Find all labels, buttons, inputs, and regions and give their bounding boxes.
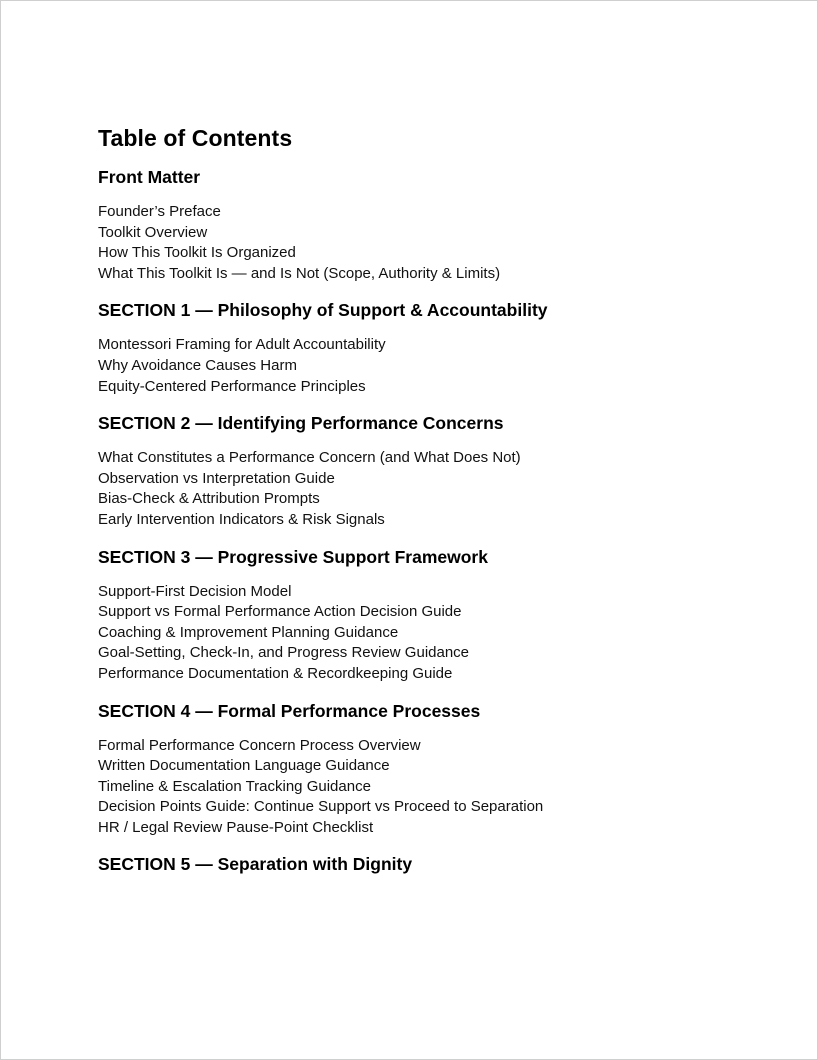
toc-entry[interactable]: Support vs Formal Performance Action Decision Guide xyxy=(98,603,462,621)
toc-entry[interactable]: What Constitutes a Performance Concern (and What Does Not) xyxy=(98,449,521,467)
toc-entry[interactable]: Bias-Check & Attribution Prompts xyxy=(98,490,320,508)
toc-entry[interactable]: Formal Performance Concern Process Overview xyxy=(98,736,421,754)
toc-section xyxy=(98,165,778,284)
toc-entry[interactable]: What This Toolkit Is — and Is Not (Scope, Authority & Limits) xyxy=(98,264,501,282)
toc-entry-list xyxy=(98,582,778,685)
toc-entry-list xyxy=(98,202,778,284)
section-heading: SECTION 2 — Identifying Performance Concerns xyxy=(98,413,504,434)
toc-content xyxy=(98,123,778,876)
toc-entry[interactable]: Timeline & Escalation Tracking Guidance xyxy=(98,777,371,795)
section-heading: SECTION 3 — Progressive Support Framework xyxy=(98,546,488,567)
toc-entry[interactable]: Early Intervention Indicators & Risk Signals xyxy=(98,510,385,528)
toc-entry[interactable]: Support-First Decision Model xyxy=(98,582,292,600)
section-heading: Front Matter xyxy=(98,167,201,187)
toc-entry[interactable]: How This Toolkit Is Organized xyxy=(98,244,296,262)
section-heading: SECTION 1 — Philosophy of Support & Accountability xyxy=(98,300,548,321)
toc-sections xyxy=(98,165,778,876)
toc-entry[interactable]: Equity-Centered Performance Principles xyxy=(98,377,366,395)
toc-entry[interactable]: Coaching & Improvement Planning Guidance xyxy=(98,623,399,641)
toc-entry[interactable]: Why Avoidance Causes Harm xyxy=(98,356,297,374)
toc-section xyxy=(98,852,778,876)
toc-section xyxy=(98,545,778,685)
toc-section xyxy=(98,699,778,839)
toc-entry[interactable]: Decision Points Guide: Continue Support vs Proceed to Separation xyxy=(98,798,544,816)
toc-entry-list xyxy=(98,335,778,397)
page-title: Table of Contents xyxy=(98,125,293,151)
toc-entry[interactable]: Goal-Setting, Check-In, and Progress Review Guidance xyxy=(98,644,470,662)
toc-entry[interactable]: HR / Legal Review Pause-Point Checklist xyxy=(98,818,374,836)
toc-entry[interactable]: Performance Documentation & Recordkeeping Guide xyxy=(98,664,453,682)
toc-entry[interactable]: Founder’s Preface xyxy=(98,203,221,220)
toc-section xyxy=(98,411,778,530)
toc-entry-list xyxy=(98,736,778,839)
toc-entry-list xyxy=(98,448,778,530)
toc-entry[interactable]: Montessori Framing for Adult Accountability xyxy=(98,336,386,354)
toc-entry[interactable]: Observation vs Interpretation Guide xyxy=(98,469,335,487)
section-heading: SECTION 4 — Formal Performance Processes xyxy=(98,700,481,721)
section-heading: SECTION 5 — Separation with Dignity xyxy=(98,854,413,875)
toc-entry[interactable]: Written Documentation Language Guidance xyxy=(98,757,390,775)
toc-section xyxy=(98,298,778,397)
toc-entry[interactable]: Toolkit Overview xyxy=(98,223,208,241)
